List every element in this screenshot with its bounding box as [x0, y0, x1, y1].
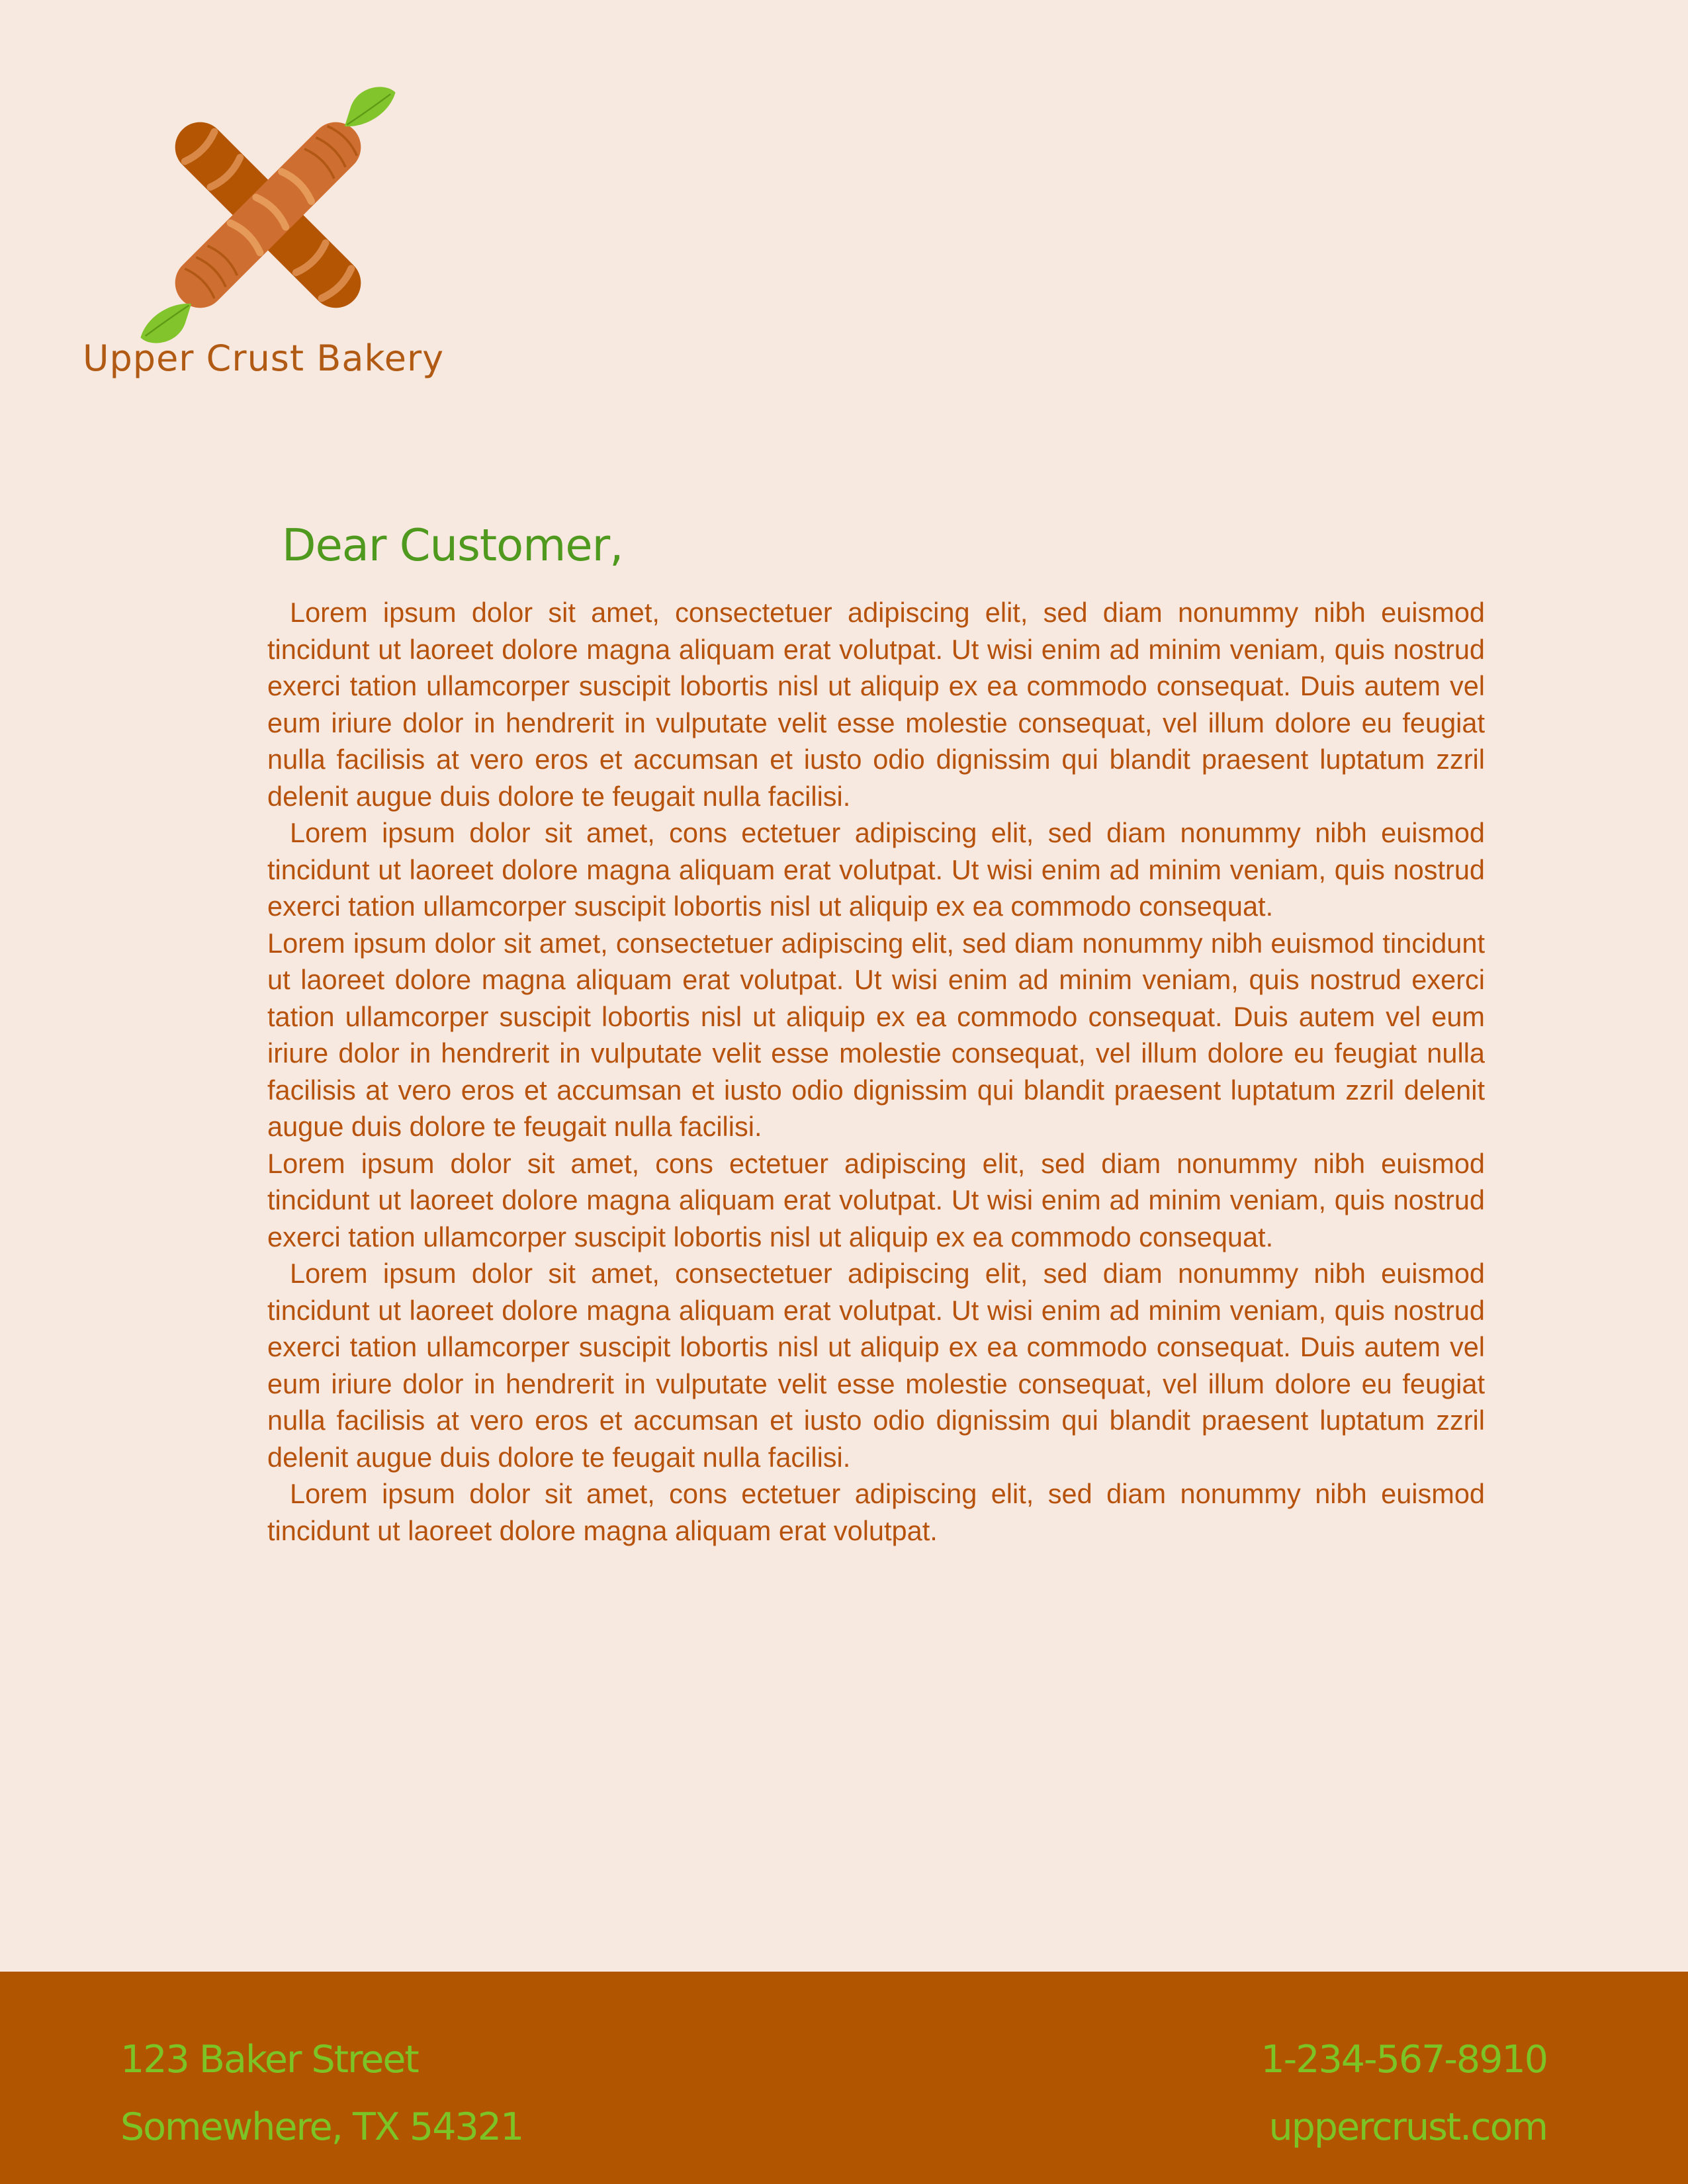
address-line-1: 123 Baker Street	[120, 2038, 418, 2081]
website-link: uppercrust.com	[1268, 2105, 1547, 2149]
letter-paragraph: Lorem ipsum dolor sit amet, cons ectetuer adipiscing elit, sed diam nonummy nibh euismod tincidunt ut laoreet dolore magna aliquam erat volutpat. Ut wisi enim ad minim veniam, quis nostrud exerci tation ullamcorper suscipit lobortis nisl ut aliquip ex ea commodo consequat.	[267, 817, 1485, 922]
crossed-baguettes-logo-icon	[139, 86, 397, 344]
letter-greeting: Dear Customer,	[282, 519, 623, 571]
brand-name: Upper Crust Bakery	[83, 337, 445, 379]
phone-number: 1-234-567-8910	[1261, 2038, 1547, 2081]
letter-paragraph: Lorem ipsum dolor sit amet, cons ectetuer adipiscing elit, sed diam nonummy nibh euismod tincidunt ut laoreet dolore magna aliquam erat volutpat.	[267, 1478, 1485, 1546]
letter-paragraph: Lorem ipsum dolor sit amet, consectetuer adipiscing elit, sed diam nonummy nibh euismod tincidunt ut laoreet dolore magna aliquam erat volutpat. Ut wisi enim ad minim veniam, quis nostrud exerci tation ullamcorper suscipit lobortis nisl ut aliquip ex ea commodo consequat. Duis autem vel eum iriure dolor in hendrerit in vulputate velit esse molestie consequat, vel illum dolore eu feugiat nulla facilisis at vero eros et accumsan et iusto odio dignissim qui blandit praesent luptatum zzril delenit augue duis dolore te feugait nulla facilisi.	[267, 927, 1485, 1142]
letter-paragraph: Lorem ipsum dolor sit amet, consectetuer adipiscing elit, sed diam nonummy nibh euismod tincidunt ut laoreet dolore magna aliquam erat volutpat. Ut wisi enim ad minim veniam, quis nostrud exerci tation ullamcorper suscipit lobortis nisl ut aliquip ex ea commodo consequat. Duis autem vel eum iriure dolor in hendrerit in vulputate velit esse molestie consequat, vel illum dolore eu feugiat nulla facilisis at vero eros et accumsan et iusto odio dignissim qui blandit praesent luptatum zzril delenit augue duis dolore te feugait nulla facilisi.	[267, 1258, 1485, 1473]
letter-paragraph: Lorem ipsum dolor sit amet, cons ectetuer adipiscing elit, sed diam nonummy nibh euismod tincidunt ut laoreet dolore magna aliquam erat volutpat. Ut wisi enim ad minim veniam, quis nostrud exerci tation ullamcorper suscipit lobortis nisl ut aliquip ex ea commodo consequat.	[267, 1147, 1485, 1252]
letter-paragraph: Lorem ipsum dolor sit amet, consectetuer adipiscing elit, sed diam nonummy nibh euismod tincidunt ut laoreet dolore magna aliquam erat volutpat. Ut wisi enim ad minim veniam, quis nostrud exerci tation ullamcorper suscipit lobortis nisl ut aliquip ex ea commodo consequat. Duis autem vel eum iriure dolor in hendrerit in vulputate velit esse molestie consequat, vel illum dolore eu feugiat nulla facilisis at vero eros et accumsan et iusto odio dignissim qui blandit praesent luptatum zzril delenit augue duis dolore te feugait nulla facilisi.	[267, 597, 1485, 812]
letter-body	[267, 594, 1485, 1549]
footer	[0, 1972, 1688, 2184]
address-line-2: Somewhere, TX 54321	[120, 2105, 523, 2149]
